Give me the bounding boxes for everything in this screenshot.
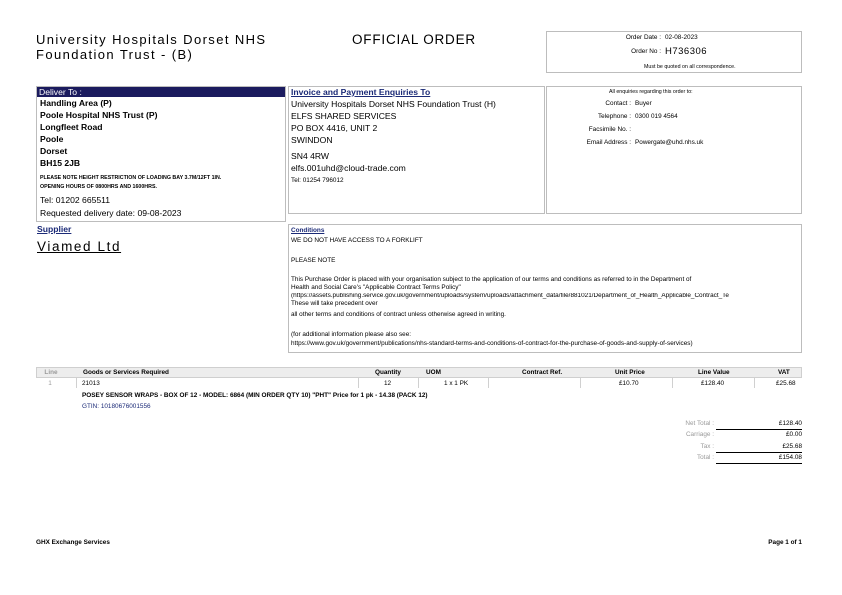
col-vat-header: VAT — [778, 369, 790, 376]
row-product-code: 21013 — [82, 380, 100, 387]
invoice-line: PO BOX 4416, UNIT 2 — [291, 123, 378, 133]
invoice-line: ELFS SHARED SERVICES — [291, 111, 397, 121]
items-table-header — [36, 367, 802, 378]
org-name-line1: University Hospitals Dorset NHS — [36, 32, 267, 47]
enquiries-heading: All enquiries regarding this order to: — [609, 89, 693, 95]
deliver-tel: Tel: 01202 665511 — [40, 195, 111, 205]
net-total-label: Net Total : — [685, 420, 714, 427]
row-line-value: £128.40 — [701, 380, 725, 387]
row-quantity: 12 — [384, 380, 392, 387]
contact-value: Buyer — [635, 100, 652, 107]
carriage-label: Carriage : — [685, 431, 714, 438]
deliver-line: Poole — [40, 134, 64, 144]
row-vat: £25.68 — [776, 380, 796, 387]
footer-left: GHX Exchange Services — [36, 539, 110, 546]
row-unit-price: £10.70 — [619, 380, 639, 387]
row-gtin: GTIN: 10180676001556 — [82, 403, 151, 410]
table-row — [36, 378, 802, 416]
row-uom: 1 x 1 PK — [444, 380, 469, 387]
conditions-line: all other terms and conditions of contract unless otherwise agreed in writing. — [291, 311, 506, 318]
tax-value: £25.68 — [782, 443, 802, 450]
conditions-line: These will take precedent over — [291, 300, 378, 307]
deliver-line: Poole Hospital NHS Trust (P) — [40, 110, 158, 120]
tax-label: Tax : — [700, 443, 714, 450]
enquiries-box — [546, 86, 802, 214]
order-date-label: Order Date : — [625, 34, 661, 41]
invoice-postcode: SN4 4RW — [291, 151, 330, 161]
document-title: OFFICIAL ORDER — [352, 32, 476, 47]
order-no-label: Order No : — [631, 48, 661, 55]
col-goods-header: Goods or Services Required — [83, 369, 169, 376]
carriage-value: £0.00 — [786, 431, 802, 438]
col-uom-header: UOM — [426, 369, 441, 376]
deliver-line: Dorset — [40, 146, 68, 156]
invoice-tel: Tel: 01254 796012 — [291, 177, 344, 184]
telephone-value: 0300 019 4564 — [635, 113, 678, 120]
supplier-name: Viamed Ltd — [37, 239, 122, 254]
col-line-header: Line — [44, 369, 58, 376]
invoice-box — [288, 86, 545, 214]
fax-label: Facsimile No. : — [588, 126, 631, 133]
invoice-email: elfs.001uhd@cloud-trade.com — [291, 163, 406, 173]
conditions-line: (https://assets.publishing.service.gov.uk/government/uploads/system/uploads/attachment_data/file/881021/Department_of_Health_Applicable_Contract_Te — [291, 293, 729, 299]
conditions-line: This Purchase Order is placed with your organisation subject to the application of our terms and conditions as referred to in the Department of — [291, 276, 692, 283]
invoice-line: SWINDON — [291, 135, 333, 145]
invoice-line: University Hospitals Dorset NHS Foundation Trust (H) — [291, 99, 496, 109]
delivery-notice-2: OPENING HOURS OF 0800HRS AND 1600HRS. — [40, 184, 157, 190]
conditions-line: Health and Social Care's "Applicable Contract Terms Policy" — [291, 284, 461, 291]
order-no-value: H736306 — [665, 46, 708, 57]
conditions-heading: Conditions — [291, 227, 325, 234]
telephone-label: Telephone : — [597, 113, 631, 120]
net-total-value: £128.40 — [778, 420, 802, 427]
email-label: Email Address : — [586, 139, 631, 146]
contact-label: Contact : — [605, 100, 631, 107]
order-info-box — [546, 31, 802, 73]
conditions-line: https://www.gov.uk/government/publications/nhs-standard-terms-and-conditions-of-contract-for-the-purchase-of-goods-and-supply-of-services) — [291, 340, 693, 347]
email-value: Powergate@uhd.nhs.uk — [635, 139, 704, 146]
conditions-line: (for additional information please also see: — [291, 331, 412, 338]
delivery-notice-1: PLEASE NOTE HEIGHT RESTRICTION OF LOADING BAY 3.7M/12FT 1IN. — [40, 175, 222, 181]
supplier-heading: Supplier — [37, 224, 72, 234]
conditions-line: WE DO NOT HAVE ACCESS TO A FORKLIFT — [291, 237, 423, 244]
org-name-line2: Foundation Trust - (B) — [36, 47, 194, 62]
page-number: Page 1 of 1 — [768, 539, 802, 546]
invoice-heading: Invoice and Payment Enquiries To — [291, 87, 431, 97]
deliver-to-heading: Deliver To : — [37, 87, 285, 97]
total-label: Total : — [696, 454, 714, 461]
col-unit-price-header: Unit Price — [615, 369, 645, 376]
col-line-value-header: Line Value — [698, 369, 730, 376]
requested-delivery-date: Requested delivery date: 09-08-2023 — [40, 208, 182, 218]
col-quantity-header: Quantity — [375, 369, 401, 376]
deliver-line: BH15 2JB — [40, 158, 81, 168]
deliver-to-box — [36, 86, 286, 222]
deliver-line: Longfleet Road — [40, 122, 103, 132]
deliver-line: Handling Area (P) — [40, 98, 112, 108]
row-description: POSEY SENSOR WRAPS - BOX OF 12 - MODEL: 6864 (MIN ORDER QTY 10) "PHT" Price for 1 pk - 14.38 (PACK 12) — [82, 392, 428, 399]
total-value: £154.08 — [778, 454, 802, 461]
quote-note: Must be quoted on all correspondence. — [644, 64, 736, 70]
order-date-value: 02-08-2023 — [665, 34, 698, 41]
totals-block — [640, 420, 802, 466]
col-contract-ref-header: Contract Ref. — [522, 369, 563, 376]
conditions-box — [288, 224, 802, 353]
conditions-line: PLEASE NOTE — [291, 257, 336, 264]
row-line-number: 1 — [48, 380, 52, 387]
